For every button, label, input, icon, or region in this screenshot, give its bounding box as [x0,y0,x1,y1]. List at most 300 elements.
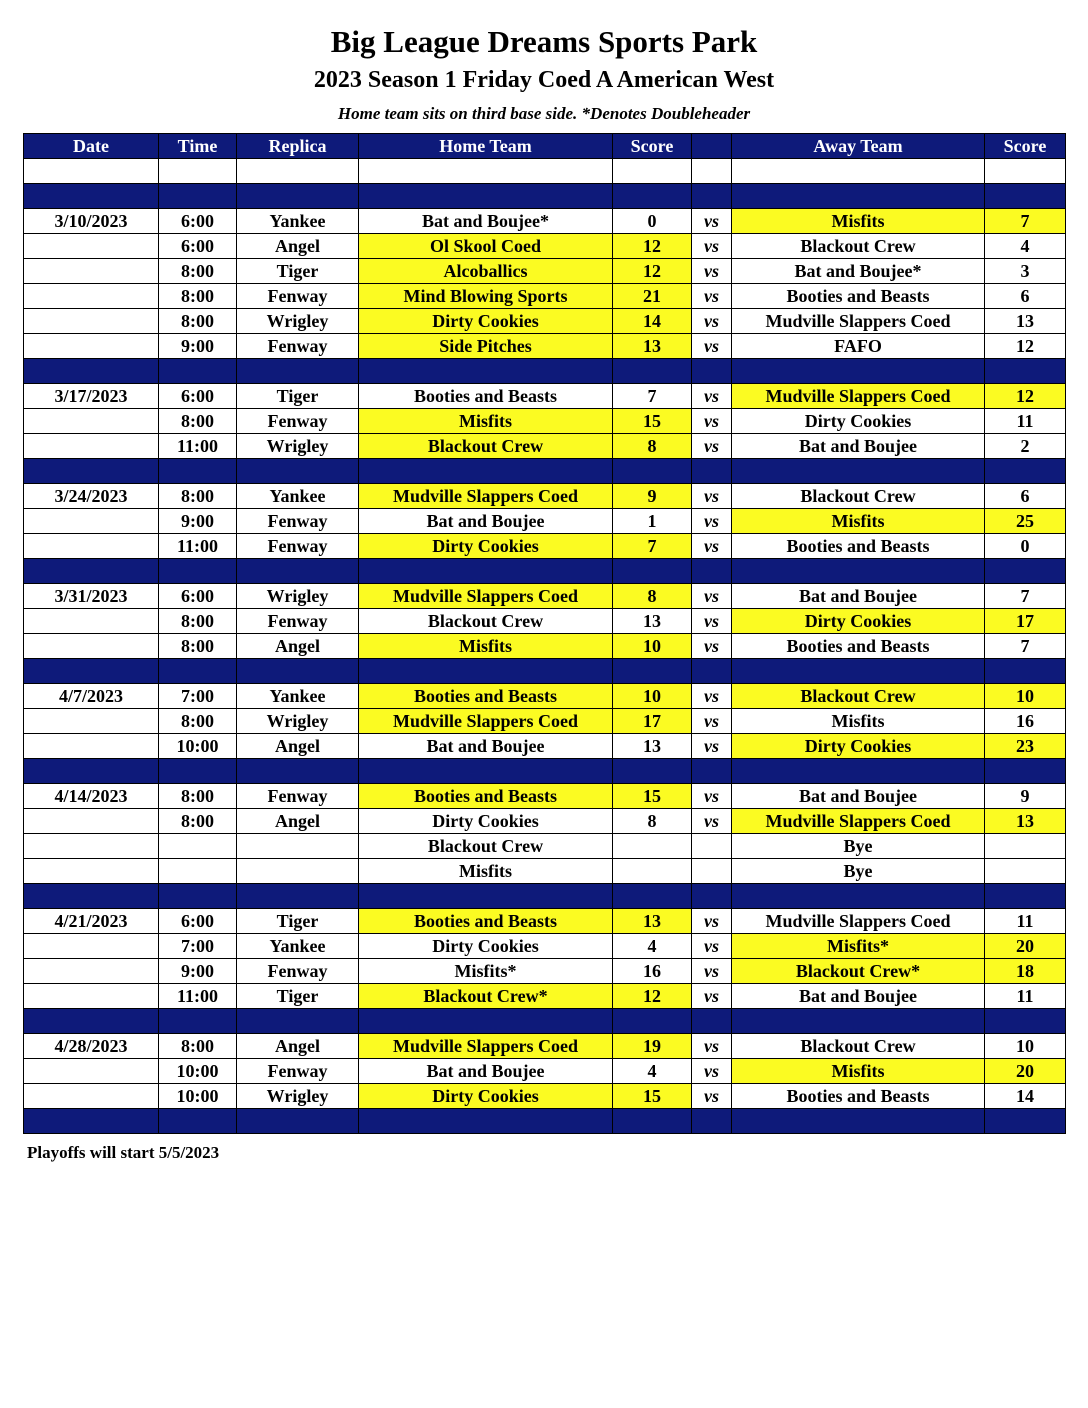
cell-replica: Fenway [237,609,359,634]
cell-date: 4/7/2023 [24,684,159,709]
cell-time: 8:00 [159,634,237,659]
cell-vs: vs [692,809,732,834]
cell-away-score: 12 [985,334,1066,359]
cell-replica [237,859,359,884]
cell-home-score: 13 [613,334,692,359]
cell-home-team: Misfits [359,409,613,434]
separator-cell [359,184,613,209]
cell-home-team: Bat and Boujee* [359,209,613,234]
cell-away-score [985,859,1066,884]
separator-cell [24,659,159,684]
cell-away-team: Bat and Boujee* [732,259,985,284]
cell-home-score: 10 [613,684,692,709]
separator-cell [613,184,692,209]
cell-home-score: 15 [613,1084,692,1109]
col-header-away-team: Away Team [732,134,985,159]
separator-cell [359,559,613,584]
table-row [24,584,1066,609]
cell-replica: Fenway [237,534,359,559]
cell-time: 6:00 [159,209,237,234]
cell-away-score: 9 [985,784,1066,809]
cell-date [24,609,159,634]
cell-home-team: Misfits* [359,959,613,984]
separator-cell [613,759,692,784]
separator-cell [692,884,732,909]
cell-time: 9:00 [159,334,237,359]
page-subtitle: 2023 Season 1 Friday Coed A American West [313,67,775,93]
week-separator-row [24,1009,1066,1034]
table-row [24,809,1066,834]
cell-date [24,984,159,1009]
cell-time [159,834,237,859]
cell-away-score: 16 [985,709,1066,734]
separator-cell [732,459,985,484]
table-header-row [24,134,1066,159]
table-row [24,734,1066,759]
separator-cell [985,459,1066,484]
cell-date: 4/21/2023 [24,909,159,934]
cell-home-team: Bat and Boujee [359,509,613,534]
cell-away-score: 18 [985,959,1066,984]
table-row [24,609,1066,634]
cell-home-team: Booties and Beasts [359,909,613,934]
cell-away-team: Mudville Slappers Coed [732,309,985,334]
cell-home-score: 1 [613,509,692,534]
table-row [24,309,1066,334]
cell-vs: vs [692,1084,732,1109]
cell-replica: Yankee [237,684,359,709]
cell-replica: Tiger [237,259,359,284]
separator-cell [359,1109,613,1134]
cell-away-team: Blackout Crew [732,234,985,259]
cell-home-team: Mudville Slappers Coed [359,1034,613,1059]
cell-date: 4/28/2023 [24,1034,159,1059]
separator-cell [159,1109,237,1134]
cell-replica: Angel [237,809,359,834]
cell-away-team: Blackout Crew* [732,959,985,984]
cell-replica [237,834,359,859]
cell-replica: Fenway [237,409,359,434]
week-separator-row [24,184,1066,209]
separator-cell [359,1009,613,1034]
cell-replica: Angel [237,1034,359,1059]
cell-date: 3/10/2023 [24,209,159,234]
separator-cell [24,884,159,909]
col-header-vs [692,134,732,159]
cell-home-score: 12 [613,984,692,1009]
separator-cell [159,759,237,784]
cell-home-team: Alcoballics [359,259,613,284]
cell-away-team: Misfits [732,209,985,234]
cell-home-score: 15 [613,409,692,434]
separator-cell [359,359,613,384]
separator-cell [613,459,692,484]
table-row [24,1034,1066,1059]
separator-cell [24,459,159,484]
separator-cell [985,759,1066,784]
cell-away-team: Misfits [732,1059,985,1084]
blank-cell [732,159,985,184]
cell-vs: vs [692,1059,732,1084]
cell-vs: vs [692,909,732,934]
cell-home-team: Bat and Boujee [359,1059,613,1084]
cell-vs: vs [692,509,732,534]
cell-home-score: 8 [613,434,692,459]
cell-time: 11:00 [159,434,237,459]
separator-cell [985,884,1066,909]
cell-time: 6:00 [159,909,237,934]
cell-home-score: 15 [613,784,692,809]
separator-cell [613,884,692,909]
col-header-away-score: Score [985,134,1066,159]
table-row [24,909,1066,934]
cell-replica: Wrigley [237,309,359,334]
separator-cell [24,184,159,209]
cell-date [24,334,159,359]
cell-home-team: Dirty Cookies [359,1084,613,1109]
cell-replica: Wrigley [237,584,359,609]
separator-cell [985,184,1066,209]
cell-vs: vs [692,309,732,334]
cell-away-score [985,834,1066,859]
cell-home-team: Mind Blowing Sports [359,284,613,309]
cell-replica: Yankee [237,934,359,959]
cell-replica: Angel [237,734,359,759]
table-row [24,984,1066,1009]
cell-away-score: 11 [985,909,1066,934]
cell-vs: vs [692,709,732,734]
cell-time: 8:00 [159,309,237,334]
cell-away-score: 3 [985,259,1066,284]
cell-home-team: Dirty Cookies [359,309,613,334]
separator-cell [732,1009,985,1034]
cell-replica: Fenway [237,334,359,359]
cell-replica: Tiger [237,909,359,934]
cell-time: 10:00 [159,734,237,759]
cell-vs: vs [692,959,732,984]
cell-away-score: 23 [985,734,1066,759]
cell-date: 3/24/2023 [24,484,159,509]
cell-time: 8:00 [159,1034,237,1059]
cell-vs: vs [692,484,732,509]
cell-date [24,234,159,259]
separator-cell [613,1009,692,1034]
separator-cell [159,884,237,909]
cell-home-score: 17 [613,709,692,734]
cell-away-team: Booties and Beasts [732,634,985,659]
blank-cell [985,159,1066,184]
cell-away-team: Bye [732,859,985,884]
cell-time: 9:00 [159,509,237,534]
cell-date [24,409,159,434]
cell-home-score: 12 [613,259,692,284]
separator-cell [985,1009,1066,1034]
cell-time: 8:00 [159,709,237,734]
cell-time: 11:00 [159,534,237,559]
week-separator-row [24,1109,1066,1134]
cell-vs: vs [692,634,732,659]
cell-vs: vs [692,259,732,284]
cell-replica: Yankee [237,484,359,509]
cell-replica: Yankee [237,209,359,234]
col-header-home-score: Score [613,134,692,159]
week-separator-row [24,359,1066,384]
cell-home-team: Blackout Crew [359,434,613,459]
cell-home-team: Dirty Cookies [359,809,613,834]
separator-cell [159,659,237,684]
page-title: Big League Dreams Sports Park [330,24,758,59]
cell-away-team: Bat and Boujee [732,584,985,609]
cell-home-score: 19 [613,1034,692,1059]
table-row [24,409,1066,434]
cell-home-team: Bat and Boujee [359,734,613,759]
cell-time: 8:00 [159,784,237,809]
separator-cell [24,1009,159,1034]
cell-home-score [613,859,692,884]
cell-replica: Fenway [237,284,359,309]
cell-away-score: 11 [985,984,1066,1009]
cell-vs: vs [692,609,732,634]
cell-vs: vs [692,1034,732,1059]
cell-away-team: Booties and Beasts [732,1084,985,1109]
cell-away-team: Blackout Crew [732,1034,985,1059]
separator-cell [985,359,1066,384]
cell-vs: vs [692,534,732,559]
table-row [24,859,1066,884]
cell-date [24,509,159,534]
separator-cell [237,184,359,209]
table-row [24,934,1066,959]
cell-away-score: 2 [985,434,1066,459]
separator-cell [24,1109,159,1134]
cell-home-score: 7 [613,384,692,409]
cell-date: 4/14/2023 [24,784,159,809]
separator-cell [159,1009,237,1034]
separator-cell [237,659,359,684]
separator-cell [159,459,237,484]
blank-cell [237,159,359,184]
table-row [24,1059,1066,1084]
cell-away-score: 11 [985,409,1066,434]
cell-away-team: Dirty Cookies [732,609,985,634]
cell-away-score: 13 [985,309,1066,334]
cell-home-score: 7 [613,534,692,559]
separator-cell [159,559,237,584]
table-row [24,234,1066,259]
week-separator-row [24,459,1066,484]
cell-home-team: Blackout Crew* [359,984,613,1009]
cell-vs [692,834,732,859]
cell-time [159,859,237,884]
cell-date [24,934,159,959]
separator-cell [24,559,159,584]
separator-cell [24,359,159,384]
blank-cell [159,159,237,184]
cell-away-team: FAFO [732,334,985,359]
separator-cell [613,659,692,684]
separator-cell [159,184,237,209]
cell-away-score: 7 [985,584,1066,609]
cell-home-score: 21 [613,284,692,309]
cell-away-score: 0 [985,534,1066,559]
separator-cell [359,459,613,484]
cell-home-team: Blackout Crew [359,834,613,859]
cell-home-team: Booties and Beasts [359,384,613,409]
cell-vs: vs [692,409,732,434]
schedule-body [24,159,1066,1134]
cell-time: 10:00 [159,1059,237,1084]
cell-vs: vs [692,984,732,1009]
cell-away-team: Bat and Boujee [732,434,985,459]
cell-date: 3/17/2023 [24,384,159,409]
cell-time: 9:00 [159,959,237,984]
cell-time: 8:00 [159,609,237,634]
separator-cell [732,884,985,909]
week-separator-row [24,759,1066,784]
cell-replica: Wrigley [237,434,359,459]
cell-time: 7:00 [159,934,237,959]
cell-date [24,734,159,759]
cell-away-team: Misfits* [732,934,985,959]
separator-cell [692,759,732,784]
cell-away-team: Dirty Cookies [732,734,985,759]
separator-cell [237,559,359,584]
cell-away-team: Bye [732,834,985,859]
cell-date [24,309,159,334]
separator-cell [985,1109,1066,1134]
cell-replica: Wrigley [237,709,359,734]
separator-cell [359,884,613,909]
separator-cell [237,884,359,909]
separator-cell [237,459,359,484]
cell-away-score: 25 [985,509,1066,534]
cell-home-team: Mudville Slappers Coed [359,709,613,734]
week-separator-row [24,659,1066,684]
separator-cell [359,659,613,684]
week-separator-row [24,884,1066,909]
table-row [24,284,1066,309]
cell-away-score: 12 [985,384,1066,409]
separator-cell [692,184,732,209]
separator-cell [613,1109,692,1134]
cell-time: 6:00 [159,384,237,409]
cell-date [24,1059,159,1084]
table-row [24,784,1066,809]
separator-cell [732,1109,985,1134]
separator-cell [732,559,985,584]
cell-away-team: Booties and Beasts [732,534,985,559]
table-row [24,209,1066,234]
cell-date [24,434,159,459]
cell-vs: vs [692,734,732,759]
cell-replica: Fenway [237,509,359,534]
cell-away-score: 10 [985,1034,1066,1059]
col-header-date: Date [24,134,159,159]
cell-time: 6:00 [159,584,237,609]
table-row [24,534,1066,559]
separator-cell [692,659,732,684]
cell-time: 8:00 [159,484,237,509]
cell-away-team: Misfits [732,709,985,734]
cell-vs: vs [692,209,732,234]
cell-replica: Angel [237,234,359,259]
cell-date [24,634,159,659]
cell-away-score: 10 [985,684,1066,709]
cell-home-team: Mudville Slappers Coed [359,484,613,509]
cell-away-score: 20 [985,1059,1066,1084]
cell-home-team: Booties and Beasts [359,684,613,709]
cell-home-score: 13 [613,909,692,934]
cell-replica: Tiger [237,984,359,1009]
cell-replica: Fenway [237,784,359,809]
cell-vs: vs [692,584,732,609]
separator-cell [985,659,1066,684]
cell-away-team: Mudville Slappers Coed [732,384,985,409]
cell-home-score [613,834,692,859]
cell-home-score: 12 [613,234,692,259]
separator-cell [692,559,732,584]
cell-away-score: 17 [985,609,1066,634]
cell-home-score: 14 [613,309,692,334]
cell-vs: vs [692,934,732,959]
cell-home-team: Misfits [359,634,613,659]
cell-away-team: Blackout Crew [732,684,985,709]
cell-away-score: 4 [985,234,1066,259]
cell-home-team: Dirty Cookies [359,934,613,959]
cell-replica: Tiger [237,384,359,409]
cell-away-team: Misfits [732,509,985,534]
cell-home-team: Ol Skool Coed [359,234,613,259]
separator-cell [692,1109,732,1134]
cell-away-team: Bat and Boujee [732,784,985,809]
separator-cell [732,659,985,684]
table-row [24,709,1066,734]
separator-cell [732,759,985,784]
cell-replica: Fenway [237,1059,359,1084]
separator-cell [732,359,985,384]
schedule-table [23,133,1066,1134]
cell-vs: vs [692,784,732,809]
cell-vs: vs [692,684,732,709]
cell-vs: vs [692,334,732,359]
cell-home-team: Dirty Cookies [359,534,613,559]
cell-home-team: Misfits [359,859,613,884]
cell-vs: vs [692,284,732,309]
table-row [24,434,1066,459]
blank-row [24,159,1066,184]
separator-cell [237,1009,359,1034]
col-header-home-team: Home Team [359,134,613,159]
cell-date [24,284,159,309]
separator-cell [732,184,985,209]
cell-away-team: Dirty Cookies [732,409,985,434]
cell-away-score: 7 [985,634,1066,659]
cell-replica: Angel [237,634,359,659]
blank-cell [692,159,732,184]
cell-away-score: 6 [985,284,1066,309]
playoffs-note: Playoffs will start 5/5/2023 [27,1143,220,1162]
cell-home-score: 4 [613,934,692,959]
cell-time: 8:00 [159,259,237,284]
separator-cell [237,759,359,784]
table-row [24,959,1066,984]
cell-home-score: 13 [613,609,692,634]
cell-vs: vs [692,234,732,259]
cell-date [24,859,159,884]
table-row [24,484,1066,509]
table-row [24,384,1066,409]
cell-time: 7:00 [159,684,237,709]
